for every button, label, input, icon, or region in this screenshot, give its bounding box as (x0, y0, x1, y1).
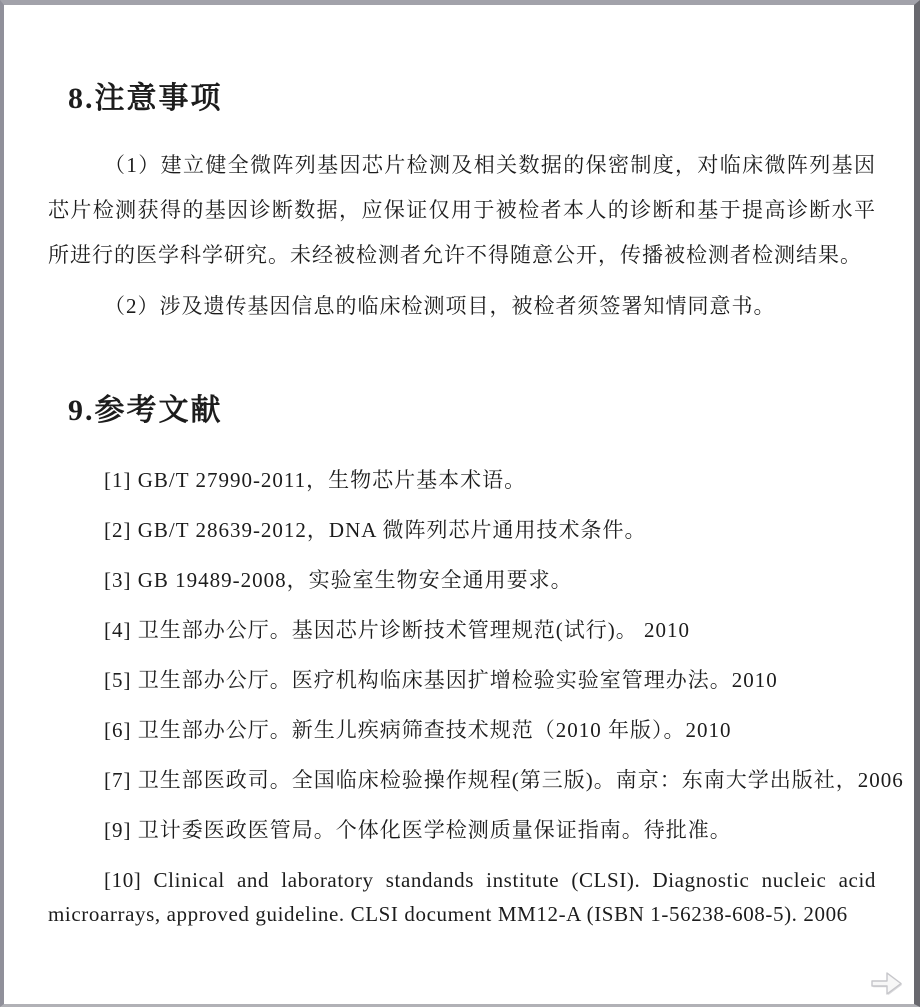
reference-item: [3] GB 19489-2008，实验室生物安全通用要求。 (104, 568, 573, 592)
page-forward-arrow-icon[interactable] (868, 968, 904, 998)
reference-item: [1] GB/T 27990-2011，生物芯片基本术语。 (104, 468, 527, 492)
reference-list (48, 455, 904, 931)
reference-item: [7] 卫生部医政司。全国临床检验操作规程(第三版)。南京：东南大学出版社，2006 (104, 768, 904, 792)
reference-item: [5] 卫生部办公厅。医疗机构临床基因扩增检验实验室管理办法。2010 (104, 668, 778, 692)
page-content (4, 5, 914, 931)
reference-item: [2] GB/T 28639-2012，DNA 微阵列芯片通用技术条件。 (104, 518, 647, 542)
section-8-paragraph-1: （1）建立健全微阵列基因芯片检测及相关数据的保密制度，对临床微阵列基因芯片检测获得的基因诊断数据，应保证仅用于被检者本人的诊断和基于提高诊断水平所进行的医学科学研究。未经被检测者允许不得随意公开，传播被检测者检测结果。 (48, 153, 876, 267)
reference-item: [6] 卫生部办公厅。新生儿疾病筛查技术规范（2010 年版）。2010 (104, 718, 732, 742)
section-9-heading: 9.参考文献 (68, 394, 223, 427)
reference-item: [4] 卫生部办公厅。基因芯片诊断技术管理规范(试行)。 2010 (104, 618, 690, 642)
reference-item: [10] Clinical and laboratory standands institute (CLSI). Diagnostic nucleic acid microarrays, approved guideline. CLSI document MM12-A (ISBN 1-56238-608-5). 2006 (48, 868, 876, 926)
section-8-heading: 8.注意事项 (68, 82, 223, 115)
reference-item: [9] 卫计委医政医管局。个体化医学检测质量保证指南。待批准。 (104, 818, 732, 842)
section-8-paragraph-2: （2）涉及遗传基因信息的临床检测项目，被检者须签署知情同意书。 (104, 294, 776, 318)
